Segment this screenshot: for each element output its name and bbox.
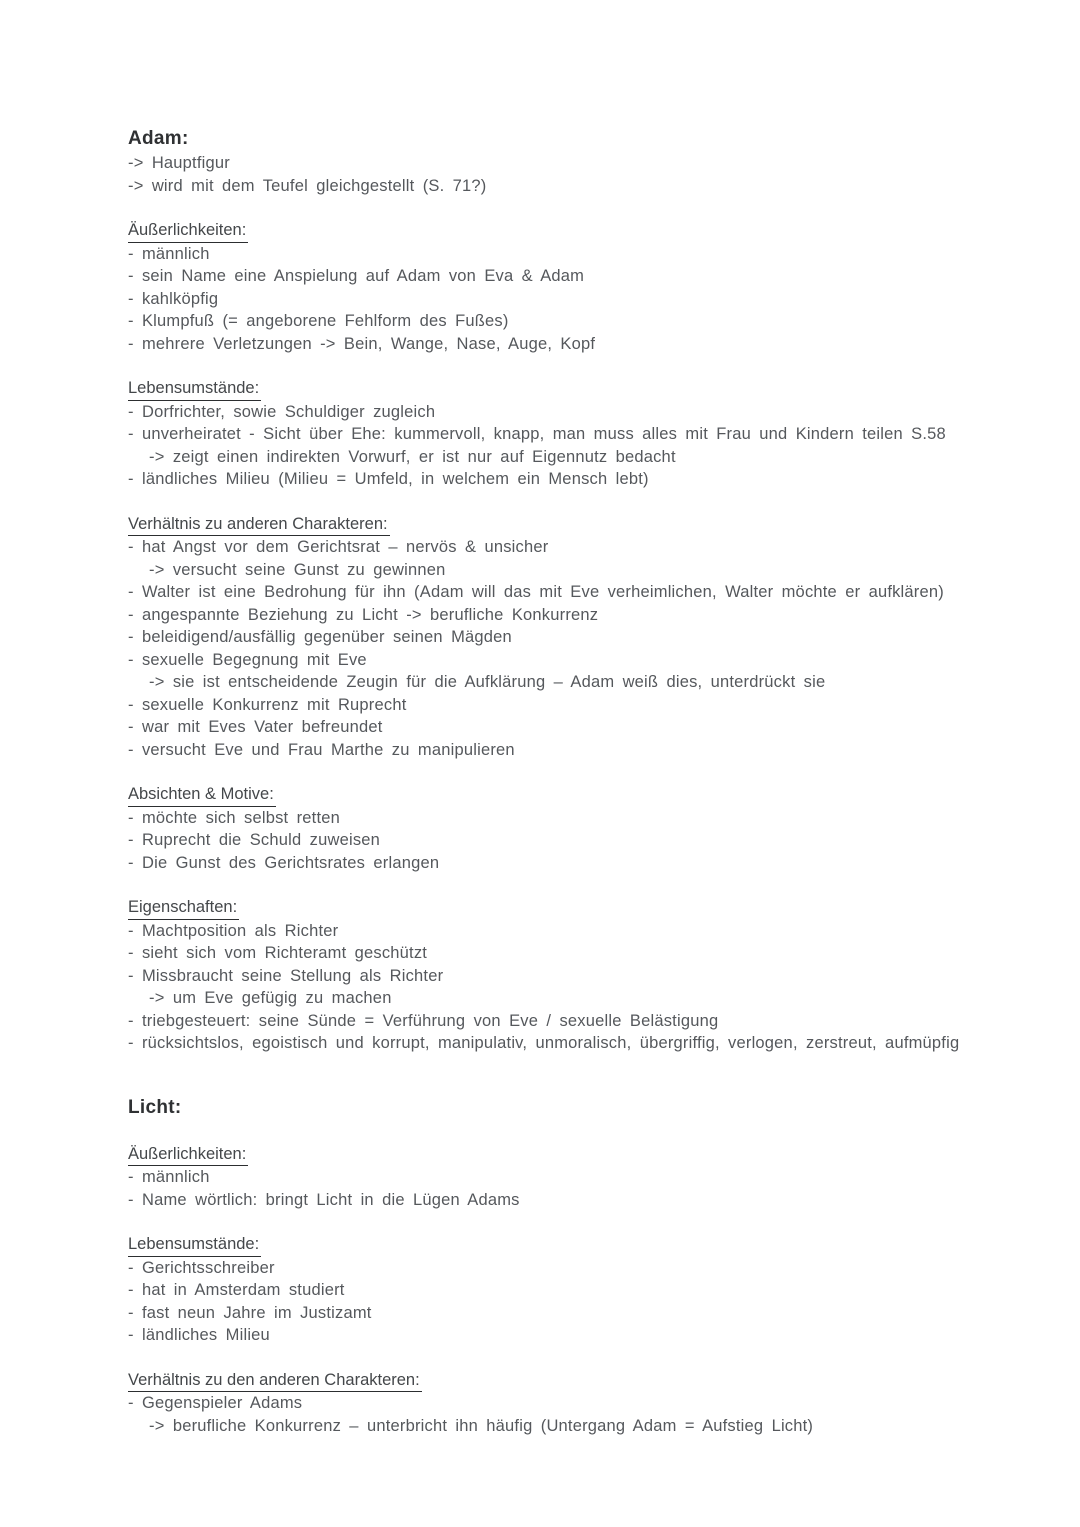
arrow-subline: -> sie ist entscheidende Zeugin für die Aufklärung – Adam weiß dies, unterdrückt sie — [149, 673, 826, 691]
bullet-line: - mehrere Verletzungen -> Bein, Wange, Nase, Auge, Kopf — [128, 334, 596, 353]
section-heading — [128, 1143, 1068, 1167]
bullet-line: - möchte sich selbst retten — [128, 808, 340, 827]
bullet-line: - kahlköpfig — [128, 289, 219, 308]
bullet-line: - männlich — [128, 244, 210, 263]
arrow-line: -> Hauptfigur — [128, 154, 230, 172]
section-verhaeltnis-licht — [128, 1369, 1068, 1438]
character-block-adam — [128, 126, 1068, 1055]
section-heading-text: Eigenschaften: — [128, 896, 239, 920]
bullet-line: - männlich — [128, 1168, 210, 1186]
section-heading — [128, 219, 1068, 243]
section-eigenschaften-adam — [128, 896, 1068, 1055]
bullet-line: - ländliches Milieu — [128, 1326, 270, 1344]
bullet-line: - hat in Amsterdam studiert — [128, 1281, 345, 1299]
section-heading — [128, 1233, 1068, 1257]
section-heading-text: Verhältnis zu den anderen Charakteren: — [128, 1369, 422, 1393]
section-heading — [128, 377, 1068, 401]
bullet-line: - ländliches Milieu (Milieu = Umfeld, in welchem ein Mensch lebt) — [128, 470, 649, 488]
section-heading-text: Äußerlichkeiten: — [128, 219, 248, 243]
arrow-subline: -> zeigt einen indirekten Vorwurf, er ist nur auf Eigennutz bedacht — [149, 447, 676, 466]
bullet-line: - Gegenspieler Adams — [128, 1394, 303, 1412]
section-heading-text: Äußerlichkeiten: — [128, 1143, 248, 1167]
bullet-line: - Machtposition als Richter — [128, 921, 339, 940]
character-title-adam: Adam: — [128, 128, 189, 149]
bullet-line: - Gerichtsschreiber — [128, 1258, 275, 1277]
section-heading-text: Absichten & Motive: — [128, 783, 276, 807]
section-lebensumstaende-licht — [128, 1233, 1068, 1347]
bullet-line: - hat Angst vor dem Gerichtsrat – nervös & unsicher — [128, 538, 549, 556]
arrow-line: -> wird mit dem Teufel gleichgestellt (S. 71?) — [128, 176, 487, 195]
bullet-line: - Ruprecht die Schuld zuweisen — [128, 831, 381, 849]
bullet-line: - sieht sich vom Richteramt geschützt — [128, 944, 428, 962]
bullet-line: - sexuelle Konkurrenz mit Ruprecht — [128, 695, 407, 714]
arrow-subline: -> versucht seine Gunst zu gewinnen — [149, 560, 446, 579]
bullet-line: - Dorfrichter, sowie Schuldiger zugleich — [128, 402, 436, 421]
bullet-line: - sein Name eine Anspielung auf Adam von Eva & Adam — [128, 267, 585, 285]
section-heading-text: Verhältnis zu anderen Charakteren: — [128, 513, 390, 537]
section-aeusserlichkeiten-licht — [128, 1143, 1068, 1212]
section-absichten-motive-adam — [128, 783, 1068, 874]
bullet-line: - Name wörtlich: bringt Licht in die Lügen Adams — [128, 1190, 520, 1209]
arrow-subline: -> um Eve gefügig zu machen — [149, 989, 392, 1007]
bullet-line: - rücksichtslos, egoistisch und korrupt, manipulativ, unmoralisch, übergriffig, verlogen, zerstreut, aufmüpfig — [128, 1034, 960, 1052]
bullet-line: - versucht Eve und Frau Marthe zu manipulieren — [128, 740, 515, 759]
bullet-line: - Klumpfuß (= angeborene Fehlform des Fußes) — [128, 312, 509, 330]
section-aeusserlichkeiten-adam — [128, 219, 1068, 355]
arrow-subline: -> berufliche Konkurrenz – unterbricht ihn häufig (Untergang Adam = Aufstieg Licht) — [149, 1416, 814, 1435]
section-verhaeltnis-adam — [128, 513, 1068, 762]
notes-sheet — [128, 126, 1068, 1437]
section-heading-text: Lebensumstände: — [128, 1233, 261, 1257]
bullet-line: - unverheiratet - Sicht über Ehe: kummervoll, knapp, man muss alles mit Frau und Kindern teilen S.58 — [128, 425, 946, 443]
section-heading — [128, 1369, 1068, 1393]
section-lebensumstaende-adam — [128, 377, 1068, 491]
bullet-line: - Missbraucht seine Stellung als Richter — [128, 966, 444, 985]
bullet-line: - beleidigend/ausfällig gegenüber seinen Mägden — [128, 628, 512, 646]
bullet-line: - Walter ist eine Bedrohung für ihn (Adam will das mit Eve verheimlichen, Walter möchte er aufklären) — [128, 583, 944, 601]
section-heading — [128, 513, 1068, 537]
character-block-licht — [128, 1095, 1068, 1438]
section-heading — [128, 783, 1068, 807]
character-title-licht: Licht: — [128, 1096, 182, 1118]
bullet-line: - Die Gunst des Gerichtsrates erlangen — [128, 853, 440, 872]
bullet-line: - war mit Eves Vater befreundet — [128, 718, 383, 736]
section-heading-text: Lebensumstände: — [128, 377, 261, 401]
bullet-line: - triebgesteuert: seine Sünde = Verführung von Eve / sexuelle Belästigung — [128, 1011, 719, 1030]
bullet-line: - angespannte Beziehung zu Licht -> berufliche Konkurrenz — [128, 605, 599, 624]
bullet-line: - fast neun Jahre im Justizamt — [128, 1303, 372, 1322]
bullet-line: - sexuelle Begegnung mit Eve — [128, 650, 367, 669]
section-heading — [128, 896, 1068, 920]
